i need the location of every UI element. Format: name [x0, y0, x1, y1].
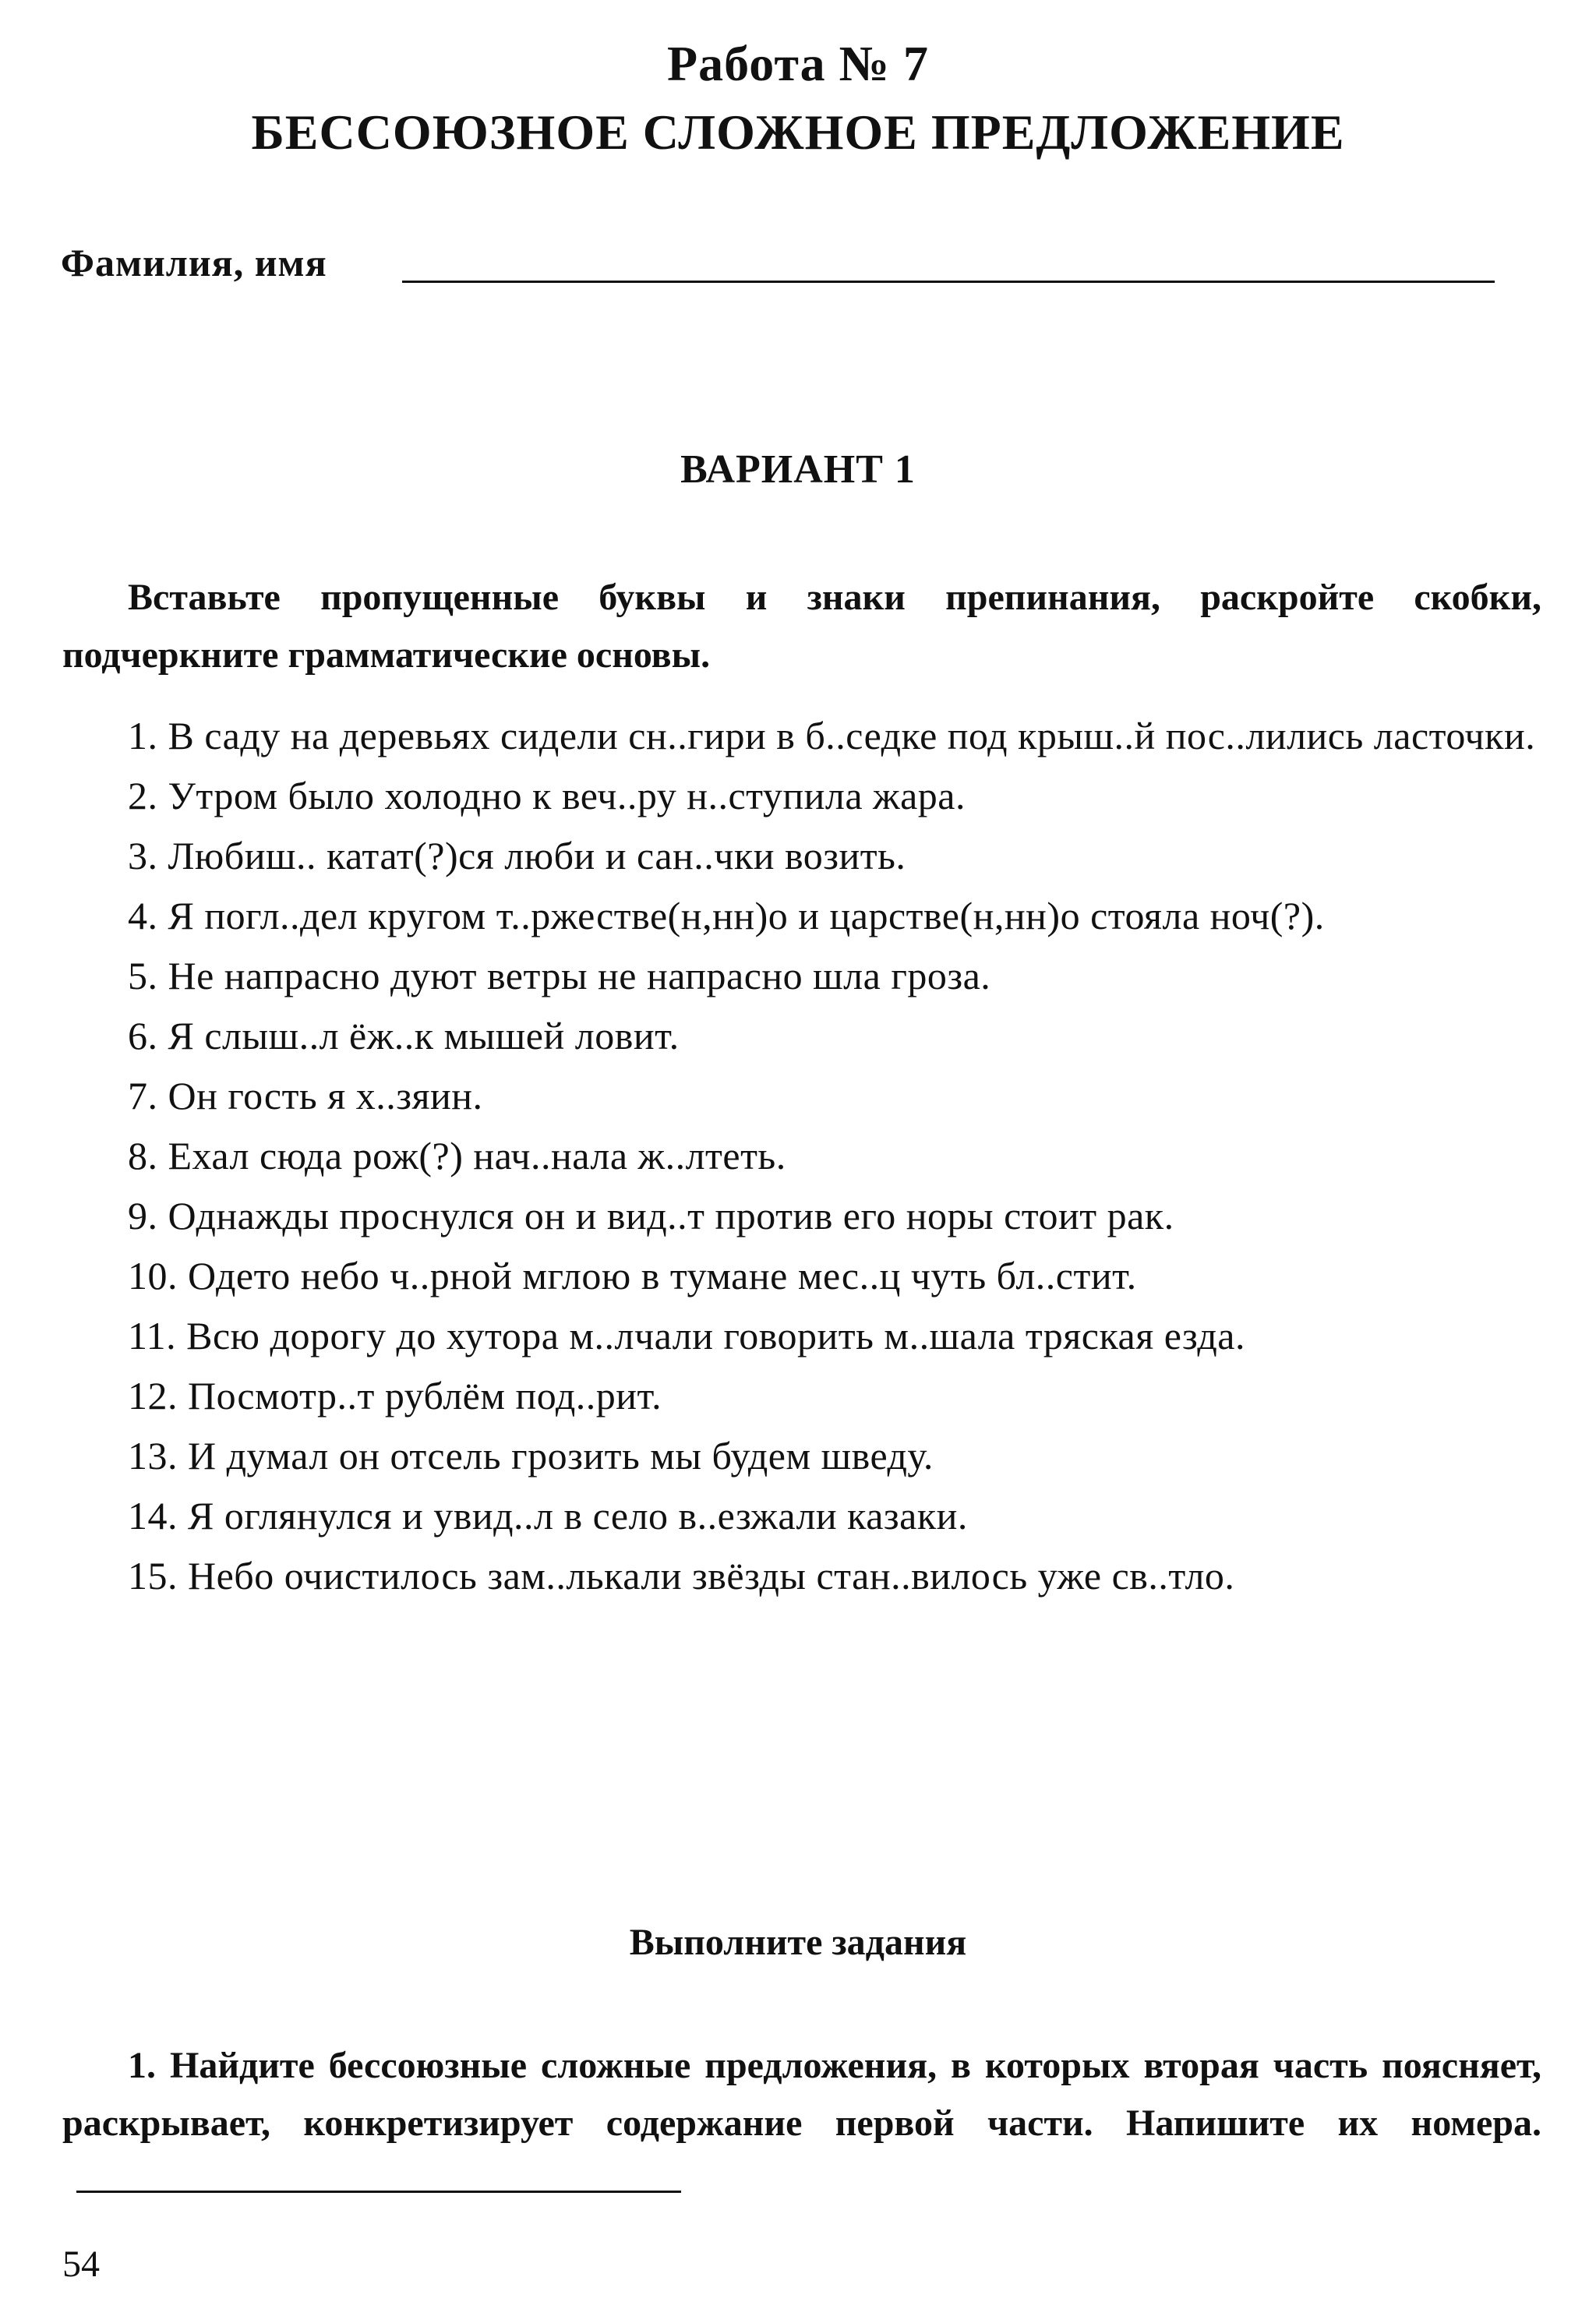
sentence-item: 14. Я оглянулся и увид..л в село в..езжали казаки.	[128, 1494, 968, 1538]
sentence-item: 10. Одето небо ч..рной мглою в тумане мес..ц чуть бл..стит.	[128, 1254, 1137, 1297]
sentence-list	[62, 706, 1541, 1606]
sentence-item: 3. Любиш.. катат(?)ся люби и сан..чки возить.	[128, 834, 906, 877]
sentence-item: 5. Не напрасно дуют ветры не напрасно шла гроза.	[128, 954, 991, 997]
sentence-item: 9. Однажды проснулся он и вид..т против его норы стоит рак.	[128, 1194, 1174, 1237]
sentence-item: 15. Небо очистилось зам..лькали звёзды стан..вилось уже св..тло.	[128, 1554, 1235, 1598]
task-1-text: 1. Найдите бессоюзные сложные предложения, в которых вторая часть поясняет, раскрывает, конкретизирует содержание первой части. Напишите их номера.	[62, 2045, 1541, 2144]
name-field-label: Фамилия, имя	[61, 241, 327, 284]
work-title: Работа № 7	[667, 36, 929, 91]
sentence-item: 2. Утром было холодно к веч..ру н..ступила жара.	[128, 774, 966, 817]
task-1	[62, 2037, 1541, 2210]
sentence-item: 8. Ехал сюда рож(?) нач..нала ж..лтеть.	[128, 1134, 786, 1177]
sentence-item: 7. Он гость я х..зяин.	[128, 1074, 483, 1117]
name-field-row	[61, 235, 1495, 290]
work-topic-title: БЕССОЮЗНОЕ СЛОЖНОЕ ПРЕДЛОЖЕНИЕ	[251, 104, 1345, 160]
sentence-item: 4. Я погл..дел кругом т..ржестве(н,нн)о и царстве(н,нн)о стояла ноч(?).	[128, 894, 1325, 937]
page-number: 54	[62, 2244, 100, 2285]
sentence-item: 6. Я слыш..л ёж..к мышей ловит.	[128, 1014, 680, 1057]
sentence-item: 13. И думал он отсель грозить мы будем шведу.	[128, 1434, 934, 1478]
task-1-answer-line[interactable]	[76, 2191, 681, 2193]
name-field-line[interactable]	[402, 281, 1495, 283]
variant-heading: ВАРИАНТ 1	[680, 447, 916, 492]
tasks-heading: Выполните задания	[629, 1922, 967, 1963]
sentence-item: 1. В саду на деревьях сидели сн..гири в б..седке под крыш..й пос..лились ласточки.	[128, 714, 1536, 757]
exercise-instruction: Вставьте пропущенные буквы и знаки препинания, раскройте скобки, подчеркните грамматические основы.	[62, 577, 1541, 676]
sentence-item: 12. Посмотр..т рублём под..рит.	[128, 1374, 662, 1417]
sentence-item: 11. Всю дорогу до хутора м..лчали говорить м..шала тряская езда.	[128, 1314, 1246, 1357]
